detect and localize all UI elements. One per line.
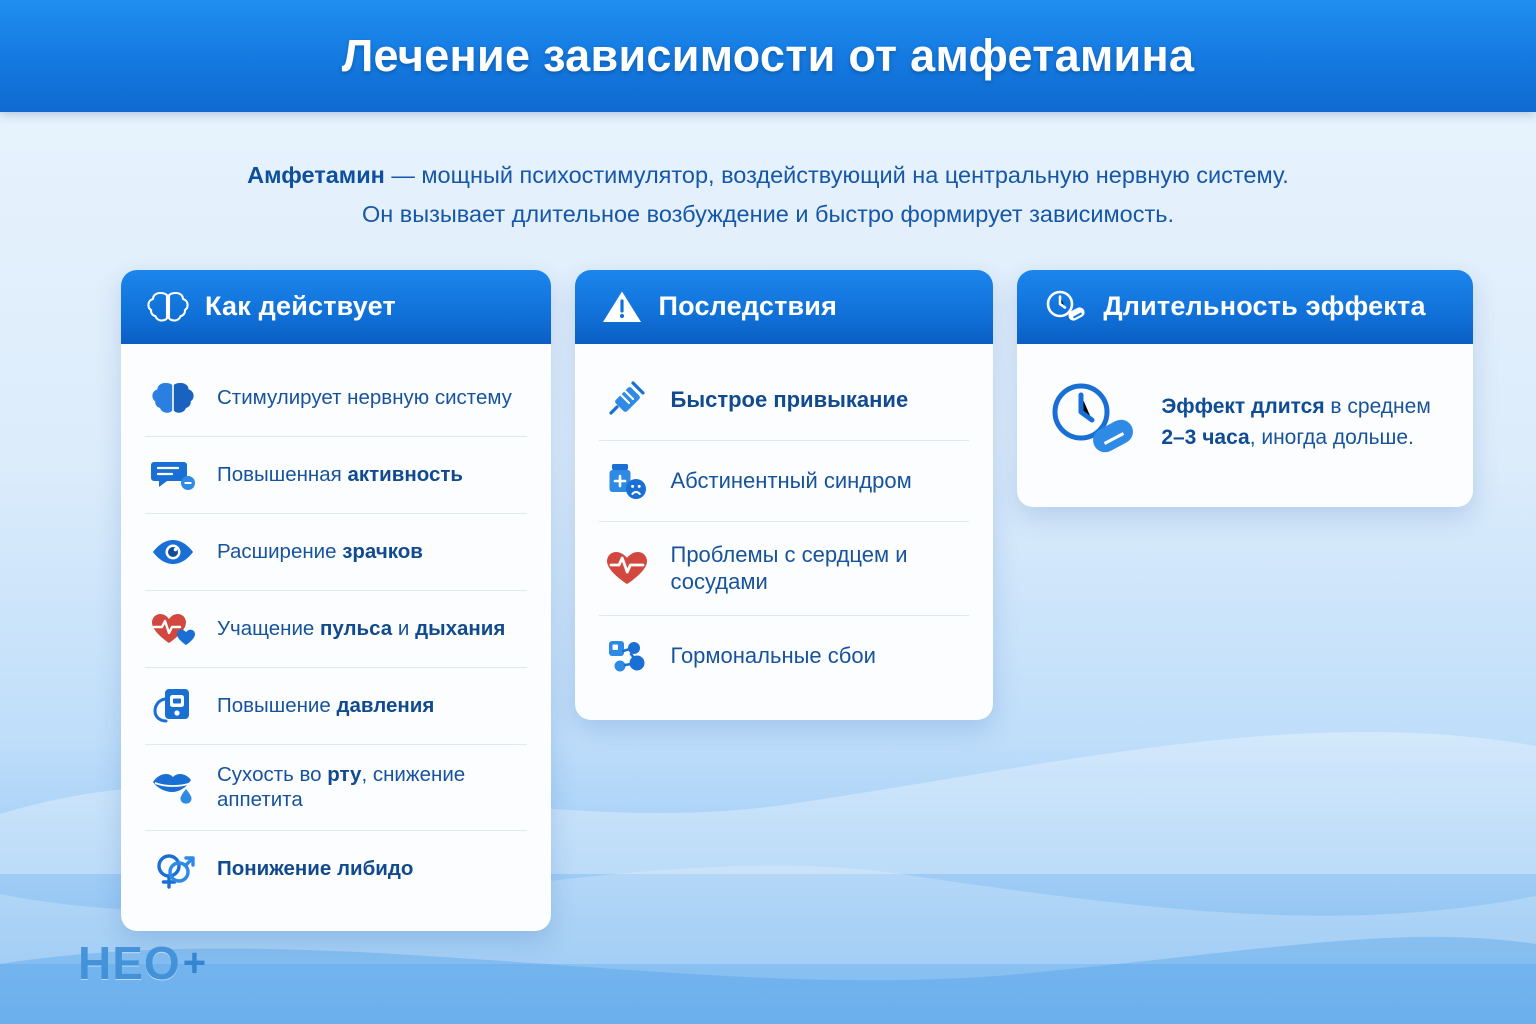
card-header-consequences — [575, 270, 994, 344]
list-item-label: Абстинентный синдром — [670, 467, 912, 493]
blood-pressure-monitor-icon — [147, 685, 199, 727]
list-item-label: Проблемы с сердцем и сосудами — [670, 541, 908, 595]
lips-drop-icon — [147, 769, 199, 805]
duration-text: Эффект длится в среднем 2–3 часа, иногда дольше. — [1161, 394, 1431, 450]
intro-line-1-rest: — мощный психостимулятор, воздействующий на центральную нервную систему. — [384, 162, 1289, 188]
list-item-label: Гормональные сбои — [670, 642, 876, 668]
brain-icon — [147, 289, 189, 325]
brand-logo-plus: + — [182, 941, 207, 985]
list-item — [145, 591, 527, 668]
warning-triangle-icon — [601, 288, 643, 326]
intro-lead-word: Амфетамин — [247, 162, 385, 188]
card-body-consequences — [575, 344, 994, 720]
list-item-label: Расширение зрачков — [217, 539, 423, 563]
list-item — [145, 668, 527, 745]
intro-text — [148, 156, 1388, 234]
card-title-duration: Длительность эффекта — [1103, 291, 1426, 322]
list-item — [599, 616, 970, 696]
list-item-label: Учащение пульса и дыхания — [217, 616, 506, 640]
speech-bubble-icon — [147, 456, 199, 494]
card-header-how-it-works — [121, 270, 551, 344]
page-header — [0, 0, 1536, 112]
intro-line-2: Он вызывает длительное возбуждение и быстро формирует зависимость. — [361, 200, 1174, 227]
list-item — [599, 522, 970, 616]
list-item-label: Понижение либидо — [217, 856, 414, 880]
card-header-duration — [1017, 270, 1473, 344]
card-duration — [1017, 270, 1473, 507]
list-item-label: Стимулирует нервную систему — [217, 385, 512, 409]
list-item-label: Повышенная активность — [217, 462, 464, 486]
eye-icon — [147, 537, 199, 567]
intro-line-1 — [148, 156, 1388, 195]
page-title: Лечение зависимости от амфетамина — [341, 30, 1195, 81]
list-item-label: Сухость во рту, снижение аппетита — [217, 762, 466, 812]
brand-logo-text: HEO — [78, 937, 181, 989]
brand-logo — [78, 936, 206, 990]
card-body-how-it-works — [121, 344, 551, 931]
brain-icon — [147, 378, 199, 418]
clock-pill-icon — [1043, 378, 1139, 467]
card-title-consequences: Последствия — [658, 291, 838, 322]
syringe-icon — [601, 379, 653, 421]
list-item — [599, 441, 970, 522]
list-item — [599, 360, 970, 441]
list-item — [145, 360, 527, 437]
cards-row — [63, 270, 1473, 931]
clock-pill-icon — [1043, 288, 1087, 326]
card-body-duration — [1017, 344, 1473, 507]
card-title-how-it-works: Как действует — [205, 291, 396, 322]
duration-block — [1043, 378, 1445, 467]
card-how-it-works — [121, 270, 551, 931]
gender-symbols-icon — [147, 849, 199, 889]
list-item — [145, 514, 527, 591]
list-item-label: Быстрое привыкание — [670, 386, 909, 412]
list-item — [145, 745, 527, 831]
list-item — [145, 437, 527, 514]
heart-ecg-icon — [601, 548, 653, 588]
heart-pulse-icon — [147, 609, 199, 649]
card-consequences — [575, 270, 994, 720]
list-item-label: Повышение давления — [217, 693, 435, 717]
list-item — [145, 831, 527, 907]
pill-bottle-sad-icon — [601, 460, 653, 502]
hormone-molecule-icon — [601, 635, 653, 677]
